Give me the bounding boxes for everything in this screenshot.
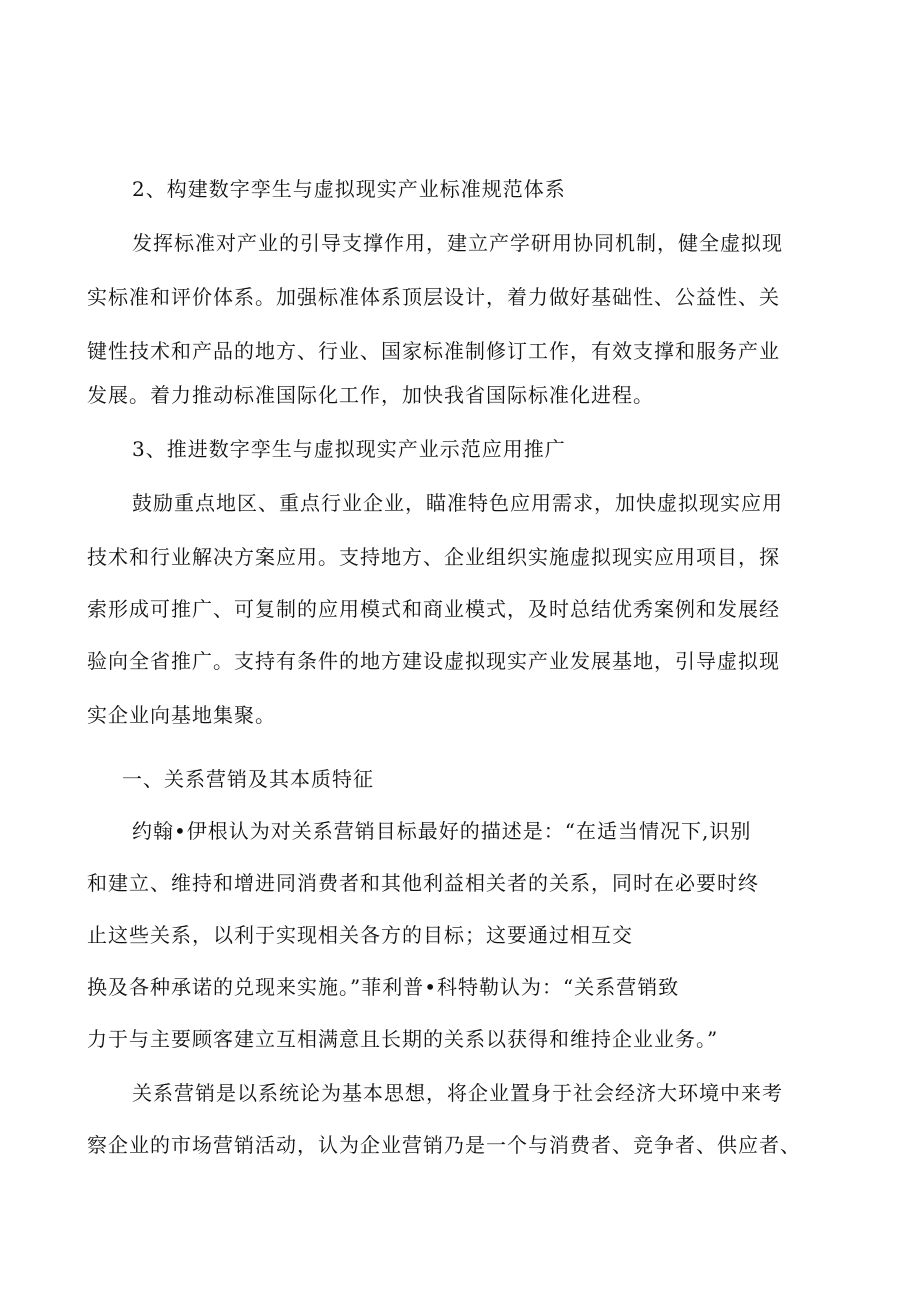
para-2-line-3: 键性技术和产品的地方、行业、国家标准制修订工作，有效支撑和服务产业 bbox=[87, 339, 780, 363]
para-3-line-2: 技术和行业解决方案应用。支持地方、企业组织实施虚拟现实应用项目，探 bbox=[87, 545, 780, 569]
para-4-line-1: 约翰•伊根认为对关系营销目标最好的描述是：“在适当情况下,识别 bbox=[132, 819, 752, 843]
para-4-line-3: 止这些关系，以利于实现相关各方的目标；这要通过相互交 bbox=[87, 923, 633, 947]
para-3-line-3: 索形成可推广、可复制的应用模式和商业模式，及时总结优秀案例和发展经 bbox=[87, 597, 780, 621]
heading-3: 3、推进数字孪生与虚拟现实产业示范应用推广 bbox=[132, 437, 566, 461]
para-5-line-2: 察企业的市场营销活动，认为企业营销乃是一个与消费者、竞争者、供应者、 bbox=[87, 1133, 801, 1157]
para-3-line-1: 鼓励重点地区、重点行业企业，瞄准特色应用需求，加快虚拟现实应用 bbox=[132, 491, 783, 515]
para-4-line-5: 力于与主要顾客建立互相满意且长期的关系以获得和维持企业业务。” bbox=[87, 1027, 719, 1051]
para-3-line-5: 实企业向基地集聚。 bbox=[87, 703, 276, 727]
section-1-heading: 一、关系营销及其本质特征 bbox=[122, 767, 374, 791]
para-3-line-4: 验向全省推广。支持有条件的地方建设虚拟现实产业发展基地，引导虚拟现 bbox=[87, 649, 780, 673]
para-2-line-2: 实标准和评价体系。加强标准体系顶层设计，着力做好基础性、公益性、关 bbox=[87, 285, 780, 309]
para-2-line-1: 发挥标准对产业的引导支撑作用，建立产学研用协同机制，健全虚拟现 bbox=[132, 231, 783, 255]
para-4-line-4: 换及各种承诺的兑现来实施。”菲利普•科特勒认为：“关系营销致 bbox=[87, 975, 680, 999]
heading-2: 2、构建数字孪生与虚拟现实产业标准规范体系 bbox=[132, 177, 566, 201]
para-2-line-4: 发展。着力推动标准国际化工作，加快我省国际标准化进程。 bbox=[87, 383, 654, 407]
para-4-line-2: 和建立、维持和增进同消费者和其他利益相关者的关系，同时在必要时终 bbox=[87, 871, 759, 895]
para-5-line-1: 关系营销是以系统论为基本思想，将企业置身于社会经济大环境中来考 bbox=[132, 1081, 783, 1105]
